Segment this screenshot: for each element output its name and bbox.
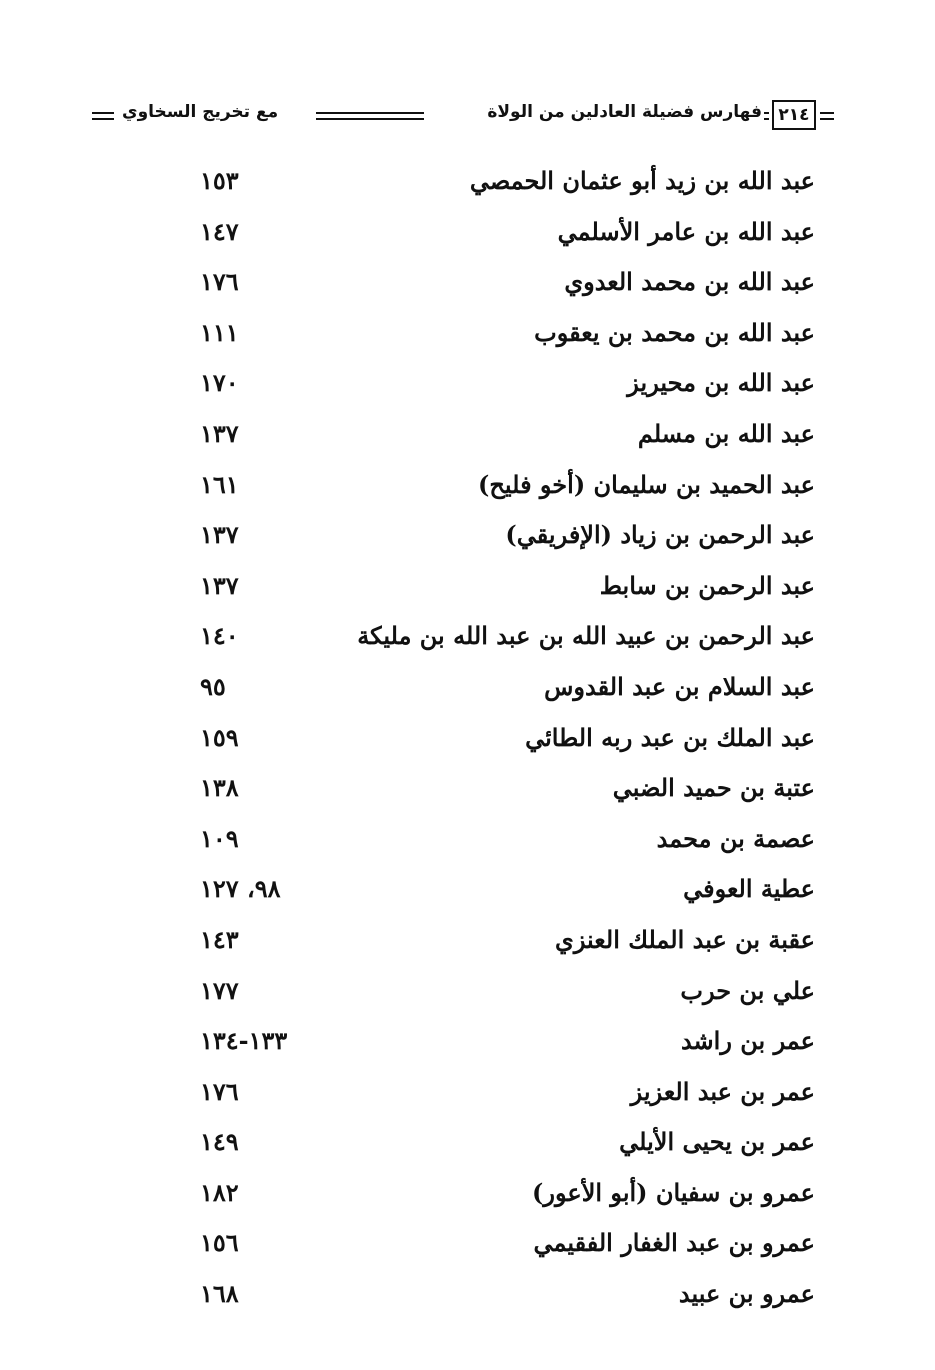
entry-name: عبد الملك بن عبد ربه الطائي: [525, 722, 815, 752]
entry-pages: ١٣٣-١٣٤: [200, 1026, 288, 1056]
entry-name: عبد السلام بن عبد القدوس: [544, 671, 815, 701]
header-subtitle: مع تخريج السخاوي: [122, 102, 279, 122]
entry-name: عمر بن عبد العزيز: [630, 1076, 815, 1106]
header-ornament-right: [820, 112, 834, 120]
index-entry: [0, 919, 935, 970]
index-entry: [0, 514, 935, 565]
index-entry: [0, 767, 935, 818]
page-number: ٢١٤: [772, 100, 816, 130]
index-entry: [0, 1273, 935, 1324]
index-entry: [0, 160, 935, 211]
entry-pages: ١٤٩: [200, 1127, 239, 1157]
index-entry: [0, 565, 935, 616]
entry-name: عطية العوفي: [683, 874, 815, 904]
entry-name: عبد الله بن زيد أبو عثمان الحمصي: [469, 166, 815, 195]
entry-pages: ١١١: [200, 317, 239, 347]
entry-pages: ١٧٦: [200, 267, 239, 297]
entry-pages: ١٧٠: [200, 368, 239, 398]
entry-pages: ١٦١: [200, 469, 239, 499]
header-ornament-left: [92, 112, 114, 120]
entry-pages: ١٥٦: [200, 1228, 239, 1258]
index-entry: [0, 464, 935, 515]
entry-pages: ٩٥: [200, 671, 226, 701]
index-entry: [0, 717, 935, 768]
entry-pages: ١٣٧: [200, 570, 239, 600]
entry-name: عبد الحميد بن سليمان (أخو فليح): [478, 469, 815, 499]
entry-pages: ١٧٧: [200, 975, 239, 1005]
index-entry: [0, 818, 935, 869]
entry-name: عمر بن يحيى الأيلي: [619, 1127, 815, 1157]
index-entry: [0, 413, 935, 464]
entry-name: عبد الله بن مسلم: [637, 418, 815, 448]
index-entry: [0, 362, 935, 413]
entry-name: عبد الله بن محمد العدوي: [564, 267, 815, 297]
entry-pages: ١٠٩: [200, 823, 239, 853]
header-rule-long: [316, 112, 424, 120]
index-entry: [0, 1071, 935, 1122]
entry-pages: ١٤٧: [200, 216, 239, 246]
index-entry: [0, 1222, 935, 1273]
entry-pages: ١٣٧: [200, 418, 239, 448]
entry-pages: ١٣٨: [200, 773, 239, 803]
entry-pages: ٩٨، ١٢٧: [200, 874, 281, 904]
running-header: [92, 98, 834, 138]
entry-pages: ١٨٢: [200, 1177, 239, 1207]
entry-name: عمرو بن عبيد: [678, 1279, 815, 1309]
index-entry: [0, 1121, 935, 1172]
entry-name: علي بن حرب: [680, 975, 815, 1005]
entry-name: عقبة بن عبد الملك العنزي: [555, 924, 815, 954]
index-entry: [0, 615, 935, 666]
entry-name: عمر بن راشد: [680, 1026, 815, 1056]
entry-pages: ١٤٠: [200, 621, 239, 651]
name-index-list: [0, 160, 935, 1324]
index-entry: [0, 970, 935, 1021]
entry-name: عمرو بن عبد الغفار الفقيمي: [533, 1228, 815, 1258]
entry-name: عبد الله بن محمد بن يعقوب: [534, 317, 815, 347]
index-entry: [0, 312, 935, 363]
entry-pages: ١٦٨: [200, 1279, 239, 1309]
header-title: فهارس فضيلة العادلين من الولاة: [487, 102, 762, 122]
entry-name: عبد الرحمن بن زياد (الإفريقي): [505, 520, 815, 550]
index-entry: [0, 666, 935, 717]
index-entry: [0, 211, 935, 262]
entry-name: عمرو بن سفيان (أبو الأعور): [532, 1177, 815, 1207]
entry-name: عبد الرحمن بن سابط: [599, 570, 815, 600]
entry-pages: ١٧٦: [200, 1076, 239, 1106]
entry-name: عبد الله بن محيريز: [627, 368, 815, 398]
index-entry: [0, 261, 935, 312]
entry-name: عبد الله بن عامر الأسلمي: [557, 216, 815, 246]
entry-name: عبد الرحمن بن عبيد الله بن عبد الله بن مليكة: [357, 621, 815, 651]
entry-pages: ١٥٣: [200, 166, 239, 195]
index-entry: [0, 1020, 935, 1071]
index-entry: [0, 868, 935, 919]
entry-pages: ١٤٣: [200, 924, 239, 954]
entry-pages: ١٣٧: [200, 520, 239, 550]
entry-name: عصمة بن محمد: [656, 823, 815, 853]
entry-pages: ١٥٩: [200, 722, 239, 752]
index-entry: [0, 1172, 935, 1223]
entry-name: عتبة بن حميد الضبي: [612, 773, 815, 803]
